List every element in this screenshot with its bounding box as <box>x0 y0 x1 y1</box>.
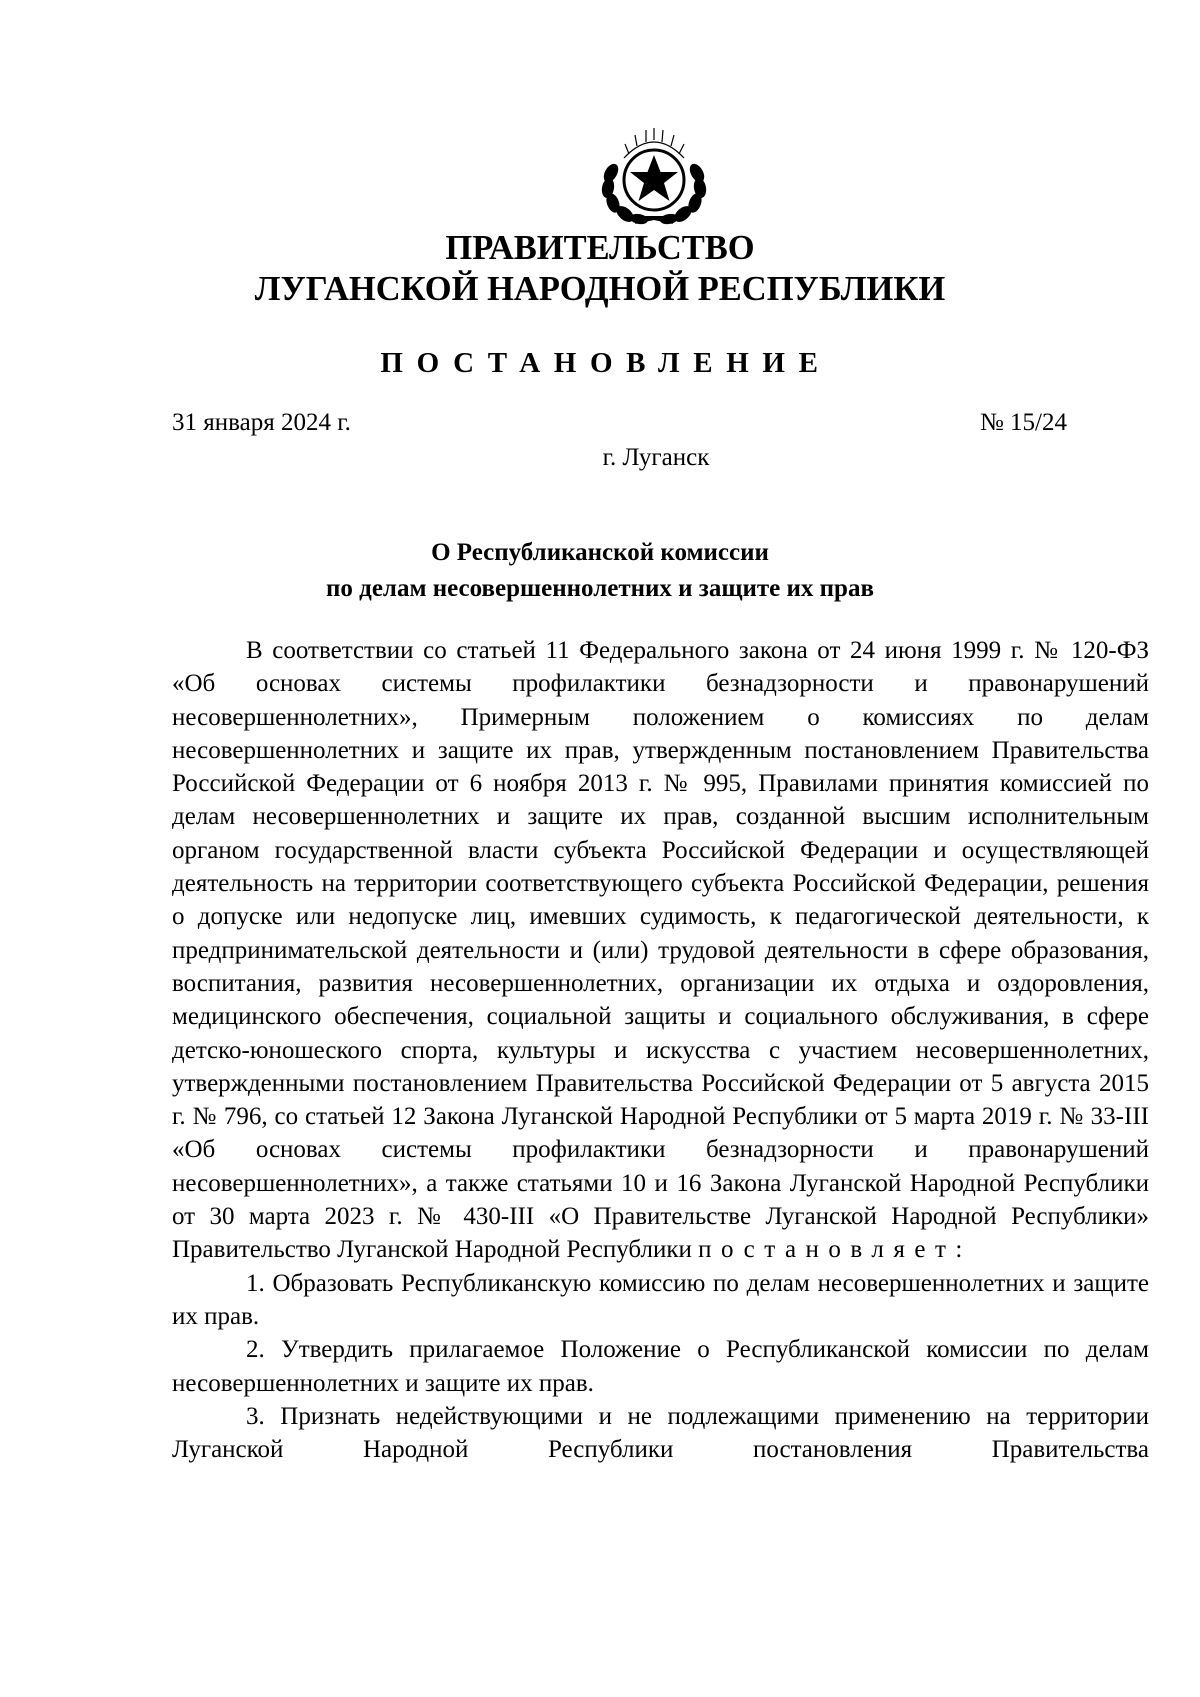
document-number: № 15/24 <box>979 409 1067 436</box>
government-title-line2: ЛУГАНСКОЙ НАРОДНОЙ РЕСПУБЛИКИ <box>254 270 946 308</box>
subject-line2: по делам несовершеннолетних и защите их прав <box>326 575 874 602</box>
item-paragraph-3: 3. Признать недействующими и не подлежащими применению на территории Луганской Народной Республики постановления Правительства <box>172 1402 1149 1464</box>
lpr-emblem-icon <box>589 118 719 228</box>
government-title-line1: ПРАВИТЕЛЬСТВО <box>445 229 755 267</box>
item-paragraph-2: 2. Утвердить прилагаемое Положение о Республиканской комиссии по делам несовершеннолетних и защите их прав. <box>172 1336 1149 1397</box>
document-city: г. Луганск <box>602 444 710 471</box>
document-subject <box>0 535 1200 607</box>
resolves-colon: : <box>955 1236 963 1264</box>
document-date: 31 января 2024 г. <box>172 409 351 436</box>
preamble-text: В соответствии со статьей 11 Федерального закона от 24 июня 1999 г. № 120-ФЗ «Об основах системы профилактики безнадзорности и правонарушений несовершеннолетних», Примерным положением о комиссиях по делам несовершеннолетних и защите их прав, утвержденным постановлением Правительства Российской Федерации от 6 ноября 2013 г. № 995, Правилами принятия комиссией по делам несовершеннолетних и защите их прав, созданной высшим исполнительным органом государственной власти субъекта Российской Федерации и осуществляющей деятельность на территории соответствующего субъекта Российской Федерации, решения о допуске или недопуске лиц, имевших судимость, к педагогической деятельности, к предпринимательской деятельности и (или) трудовой деятельности в сфере образования, воспитания, развития несовершеннолетних, организации их отдыха и оздоровления, медицинского обеспечения, социальной защиты и социального обслуживания, в сфере детско-юношеского спорта, культуры и искусства с участием несовершеннолетних, утвержденными постановлением Правительства Российской Федерации от 5 августа 2015 г. № 796, со статьей 12 Закона Луганской Народной Республики от 5 марта 2019 г. № 33-III «Об основах системы профилактики безнадзорности и правонарушений несовершеннолетних», а также статьями 10 и 16 Закона Луганской Народной Республики от 30 марта 2023 г. № 430-III «О Правительстве Луганской Народной Республики» Правительство Луганской Народной Республики <box>172 637 1149 1264</box>
document-type: ПОСТАНОВЛЕНИЕ <box>380 347 832 379</box>
document-body <box>172 634 1149 1466</box>
subject-line1: О Республиканской комиссии <box>431 539 769 566</box>
preamble-paragraph <box>172 634 1149 1267</box>
resolves-word: постановляет <box>698 1236 956 1264</box>
item-paragraph-1: 1. Образовать Республиканскую комиссию по делам несовершеннолетних и защите их прав. <box>172 1269 1149 1330</box>
government-title <box>0 228 1200 310</box>
